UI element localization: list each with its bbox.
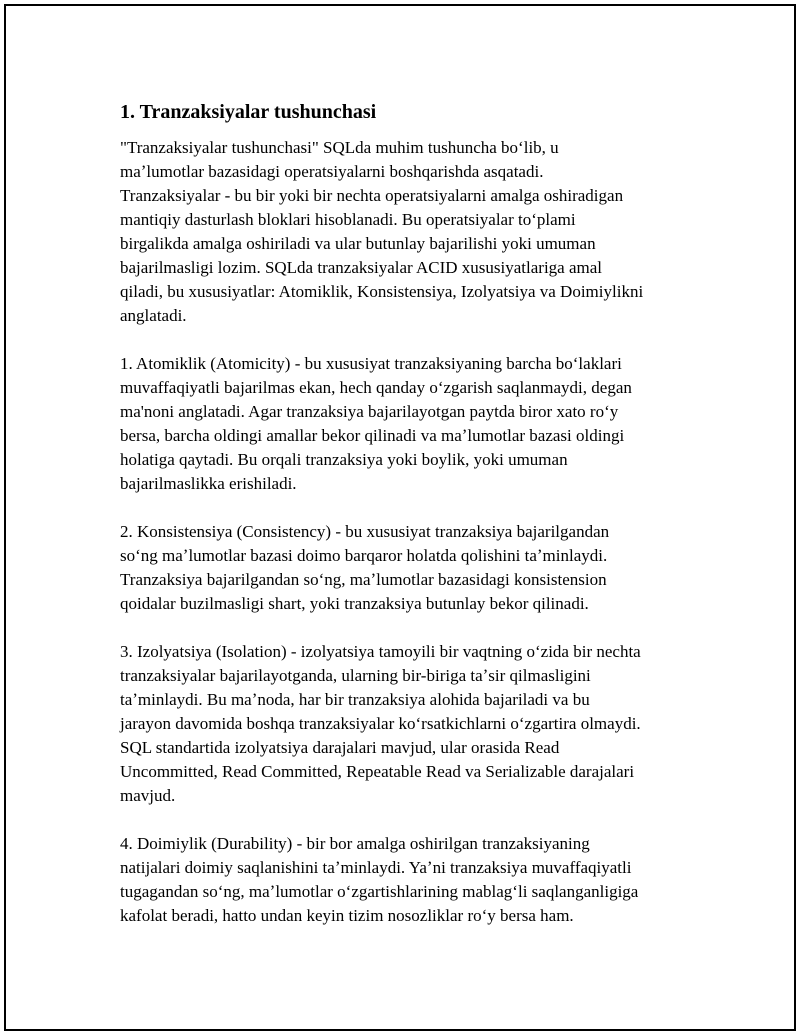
paragraph-atomicity — [120, 352, 700, 496]
paragraph-durability — [120, 832, 700, 928]
page-frame — [4, 4, 796, 1031]
document-body — [120, 98, 700, 952]
text-line: bajarilmasligi lozim. SQLda tranzaksiyalar ACID xususiyatlariga amal — [120, 258, 603, 277]
text-line: birgalikda amalga oshiriladi va ular butunlay bajarilishi yoki umuman — [120, 234, 596, 253]
text-line: holatiga qaytadi. Bu orqali tranzaksiya yoki boylik, yoki umuman — [120, 450, 568, 469]
text-line: 4. Doimiylik (Durability) - bir bor amalga oshirilgan tranzaksiyaning — [120, 834, 590, 853]
text-line: qiladi, bu xususiyatlar: Atomiklik, Konsistensiya, Izolyatsiya va Doimiylikni — [120, 282, 644, 301]
text-line: jarayon davomida boshqa tranzaksiyalar koʻrsatkichlarni oʻzgartira olmaydi. — [120, 714, 641, 733]
text-line: Uncommitted, Read Committed, Repeatable Read va Serializable darajalari — [120, 762, 635, 781]
text-line: kafolat beradi, hatto undan keyin tizim nosozliklar roʻy bersa ham. — [120, 906, 574, 925]
text-line: qoidalar buzilmasligi shart, yoki tranzaksiya butunlay bekor qilinadi. — [120, 594, 589, 613]
section-heading: 1. Tranzaksiyalar tushunchasi — [120, 101, 377, 123]
text-line: soʻng maʼlumotlar bazasi doimo barqaror holatda qolishini taʼminlaydi. — [120, 546, 608, 565]
text-line: SQL standartida izolyatsiya darajalari mavjud, ular orasida Read — [120, 738, 560, 757]
text-line: Tranzaksiyalar - bu bir yoki bir nechta operatsiyalarni amalga oshiradigan — [120, 186, 624, 205]
text-line: anglatadi. — [120, 306, 187, 325]
text-line: taʼminlaydi. Bu maʼnoda, har bir tranzaksiya alohida bajariladi va bu — [120, 690, 590, 709]
paragraph-isolation — [120, 640, 700, 808]
paragraph-intro — [120, 136, 700, 328]
text-line: 2. Konsistensiya (Consistency) - bu xususiyat tranzaksiya bajarilgandan — [120, 522, 610, 541]
text-line: 1. Atomiklik (Atomicity) - bu xususiyat tranzaksiyaning barcha boʻlaklari — [120, 354, 622, 373]
paragraph-consistency — [120, 520, 700, 616]
text-line: Tranzaksiya bajarilgandan soʻng, maʼlumotlar bazasidagi konsistension — [120, 570, 607, 589]
text-line: mantiqiy dasturlash bloklari hisoblanadi. Bu operatsiyalar toʻplami — [120, 210, 576, 229]
text-line: muvaffaqiyatli bajarilmas ekan, hech qanday oʻzgarish saqlanmaydi, degan — [120, 378, 632, 397]
text-line: 3. Izolyatsiya (Isolation) - izolyatsiya tamoyili bir vaqtning oʻzida bir nechta — [120, 642, 641, 661]
text-line: ma'noni anglatadi. Agar tranzaksiya bajarilayotgan paytda biror xato roʻy — [120, 402, 619, 421]
text-line: tranzaksiyalar bajarilayotganda, ularning bir-biriga taʼsir qilmasligini — [120, 666, 591, 685]
text-line: natijalari doimiy saqlanishini taʼminlaydi. Yaʼni tranzaksiya muvaffaqiyatli — [120, 858, 632, 877]
text-line: "Tranzaksiyalar tushunchasi" SQLda muhim tushuncha boʻlib, u — [120, 138, 559, 157]
text-line: tugagandan soʻng, maʼlumotlar oʻzgartishlarining mablagʻli saqlanganligiga — [120, 882, 639, 901]
text-line: bajarilmaslikka erishiladi. — [120, 474, 297, 493]
text-line: mavjud. — [120, 786, 176, 805]
text-line: maʼlumotlar bazasidagi operatsiyalarni boshqarishda asqatadi. — [120, 162, 544, 181]
text-line: bersa, barcha oldingi amallar bekor qilinadi va maʼlumotlar bazasi oldingi — [120, 426, 625, 445]
